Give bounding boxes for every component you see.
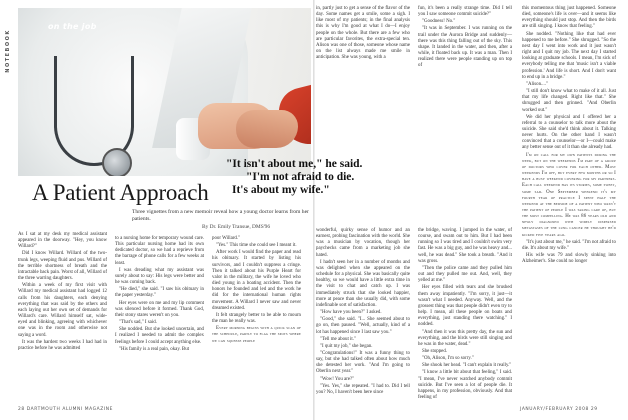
patient-hand (236, 110, 298, 148)
paragraph: His wife was 79 and slowly sinking into Alzheimer's. She could no longer (522, 253, 616, 265)
paragraph: "How have you been?" I asked. (320, 310, 382, 316)
paragraph: wonderful, quirky sense of humor and an earnest, probing fascination with the world. She was a musician by vocation, though her paychecks came from a marketing job she hated. (316, 228, 410, 258)
paragraph: Within a week of my first visit with Willard my medical assistant had logged 12 calls from his daughters, each denying everything that was said by the others and each laying out her own set of demands for Willard's care. Willard himself sat, wide-eyed and blinking, agreeing with whichever one was in the room and otherwise not saying a word. (18, 283, 107, 338)
paragraph: fun, it's been a really strange time. Did I tell you I saw someone commit suicide?" (418, 6, 512, 18)
paragraph: I hadn't seen her in a number of months and was delighted when she appeared on the schedule for a physical. She was basically quite healthy, so we would have a little extra time in the visit to chat and catch up. I was immediately struck that she looked happier, more at peace than she usually did, with some indefinable sort of satisfaction. (316, 259, 410, 308)
paragraph: "I quit my job," she began. (320, 343, 373, 349)
paragraph: She nodded. But she looked uncertain, and I realized I needed to admit the complex feelings before I could accept anything else. (115, 327, 204, 345)
section-tag: on the job (48, 22, 97, 31)
paragraph: "Tell me about it." (320, 336, 356, 342)
paragraph: Her eyes were on me and my lip comment was silenced before it formed. Thank God, their stony stares weren't on you. (115, 300, 204, 318)
paragraph: "Oh, Alison, I'm so sorry." (422, 356, 474, 362)
paragraph: "Yes. Yes," she repeated. "I had to. Did I tell you? No, I haven't been here since (316, 383, 410, 395)
right-column-3 (522, 6, 616, 266)
paragraph: I'm on call for my own patients during the week, but on the weekends I'm part of a group of doctors who cover for each other. Most weekends I'm off, but every few months or so I have a busy weekend covering for my partners. Each call weekend has its stories, some sweet, some sad. One September weekend it's my fourth year of practice I spent half the weekend at the bedside of a patient who wasn't the patient of people I was taking care of, but the most compelling. He was 86 years old and newly diagnosed with widely dispersed metastases of the lung cancer he thought he'd kicked five years ago. (522, 152, 616, 238)
paragraph: As I sat at my desk my medical assistant appeared in the doorway. "Hey, you know Willard?" (18, 232, 107, 250)
paragraph: in, partly just to get a sense of the flavor of the day. Some names get a smile, some a sigh. I like most of my patients; in the final analysis this is why I'm good at what I do—I enjoy people on the whole. But there are a few who are particular favorites, the extra-special ten. Alison was one of those, someone whose name on the list always made me smile in anticipation. She was young, with a (316, 6, 410, 61)
paragraph: I was dreading what my assistant was surely about to say: His legs were better and he was coming back. (115, 267, 204, 286)
paragraph: "His family is a real pain, okay. But (119, 346, 189, 352)
article-deck: Three vignettes from a new memoir reveal how a young doctor learns from her patients. (132, 209, 309, 223)
paragraph: this momentous thing just happened. Someone died, someone's life is over—and it seems like everything should just stop. And then the birds are still singing. I know that feeling." (522, 6, 616, 30)
footer-right: JANUARY/FEBRUARY 2008 29 (520, 407, 598, 412)
paragraph: poor Willard." (212, 236, 241, 241)
paragraph: "I still don't know what to make of it all. Just that my life changed. Right like that." She shrugged and then grinned. "And Oberlin worked out." (522, 89, 616, 113)
pull-quote-line-3: It's about my wife." (232, 184, 330, 196)
paragraph: Every morning begins with a quick scan of the schedule, partly to flag the spots where we can squeeze people (212, 326, 301, 344)
paragraph: "Alison...." (526, 81, 548, 87)
paragraph: She shook her head. "I can't explain it really." (422, 363, 512, 369)
paragraph: "Goodness! No." (422, 19, 456, 25)
paragraph: It was the hardest two weeks I had had in practice before he was admitted (18, 339, 107, 351)
paragraph: the bridge, waving. I jumped in the water, of course, and swam out to him. But I had been running so I was tired and I couldn't swim very fast. He was a big guy, and he was heavy and... well, he was dead." She took a breath. "And it was gross. (418, 228, 512, 264)
paragraph: to a nursing home for temporary wound care. This particular nursing home had its own dedicated doctor, so we had a reprieve from the barrage of phone calls for a few weeks at least. (115, 236, 204, 266)
pull-quote-line-2: "I'm not afraid to die. (246, 171, 355, 183)
paragraph: We did her physical and I offered her a referral to a counselor to talk more about the suicide. She said she'd think about it. Talking never hurts. On the other hand I wasn't convinced that a counselor—or I—could make any better sense out of it than she already had. (522, 114, 616, 151)
paragraph: "And then it was this pretty day, the sun and everything, and the birds were still singing and he was in the water, dead." (418, 329, 512, 347)
paragraph: Did I know Willard. Willard of the two-trunk legs, weeping fluid and pus. Willard of the terrible shortness of breath and the intractable back pain. Worst of all, Willard of the three warring daughters. (18, 251, 107, 282)
paragraph: "Wow! You are?" (320, 376, 355, 382)
paragraph: "It's just about me," he said. "I'm not afraid to die. It's about my wife." (522, 239, 616, 251)
paragraph: "It was in September. I was running on the trail under the Aurora Bridge and suddenly—there was this thing falling out of the sky. This shape. It landed in the water, and then, after a while, it floated back up. It was a man. Then I realized there were people standing up on top of (418, 26, 512, 69)
paragraph: "Yes." This time she could see I meant it. (216, 243, 297, 249)
paragraph: It felt strangely better to be able to mourn the man he really was. (212, 312, 301, 325)
paragraph: "He died," she said. "I saw his obituary in the paper yesterday." (115, 287, 204, 299)
right-column-2-bottom (418, 228, 512, 402)
paragraph: "Congratulations!" It was a funny thing to say, but she had talked often about how much she detested her work. "And I'm going to Oberlin next year." (316, 350, 410, 375)
paragraph: After work I would find the paper and read his obituary. It started by listing his survivors, and I couldn't suppress a cringe. Then it talked about his Purple Heart for valor in the military, the wife he loved who died young in a boating accident. Then the honors he founded and led and the work he did for the international human rights movement. A Willard I never saw and never dreamed existed. (212, 250, 301, 311)
side-tab-label: NOTEBOOK (5, 29, 11, 73)
right-column-1-bottom (316, 228, 410, 397)
left-column-1 (18, 232, 107, 353)
stethoscope-chestpiece-icon (102, 148, 132, 176)
handshake-photo (18, 8, 311, 176)
paragraph: "Then the police came and they pulled him out and they pulled me out. And, well, they yelled at me." (418, 265, 512, 284)
footer-left: 28 DARTMOUTH ALUMNI MAGAZINE (18, 407, 114, 412)
spread-gutter (313, 0, 315, 420)
pull-quote (226, 158, 416, 197)
paragraph: She stopped. (422, 348, 447, 354)
right-body-columns (316, 6, 622, 406)
left-column-2 (115, 236, 204, 354)
right-column-1-top (316, 6, 410, 62)
right-column-2-top (418, 6, 512, 71)
side-tab (0, 8, 16, 108)
left-column-3 (212, 236, 301, 346)
paragraph: She nodded. "Nothing like that had ever happened to me before." She shrugged. "So the next day I went into work and it just wasn't right and I quit my job. The next day I started looking at graduate schools. I mean, I'm sick of everybody telling me that 'music isn't a viable profession.' And life is short. And I don't want to end up in a bridge." (522, 31, 616, 80)
left-body-columns (18, 232, 313, 404)
article-headline: A Patient Approach (32, 180, 209, 205)
article-byline: By Dr. Emily Transue, DMS'96 (202, 224, 271, 230)
paragraph: Her eyes filled with tears and she brushed them away impatiently. "I'm sorry, it just—it wasn't what I needed. Anyway. Well, and the grossest thing was that people didn't even try to help. I mean, all these people on boats and everything, just standing there watching." I nodded. (418, 285, 512, 328)
paragraph: "Good," she said. "I... She seemed about to go on, then paused. "Well, actually, kind of a lot has happened since I last saw you." (316, 317, 410, 335)
pull-quote-line-1: "It isn't about me," he said. (226, 158, 363, 170)
paragraph: "That's sad," I said. (119, 320, 157, 326)
paragraph: "I know a little bit about that feeling," I said. "I mean, I've never watched anybody commit suicide. But I've seen a lot of people die. It happens, in my profession, obviously. And that feeling of (418, 370, 512, 401)
